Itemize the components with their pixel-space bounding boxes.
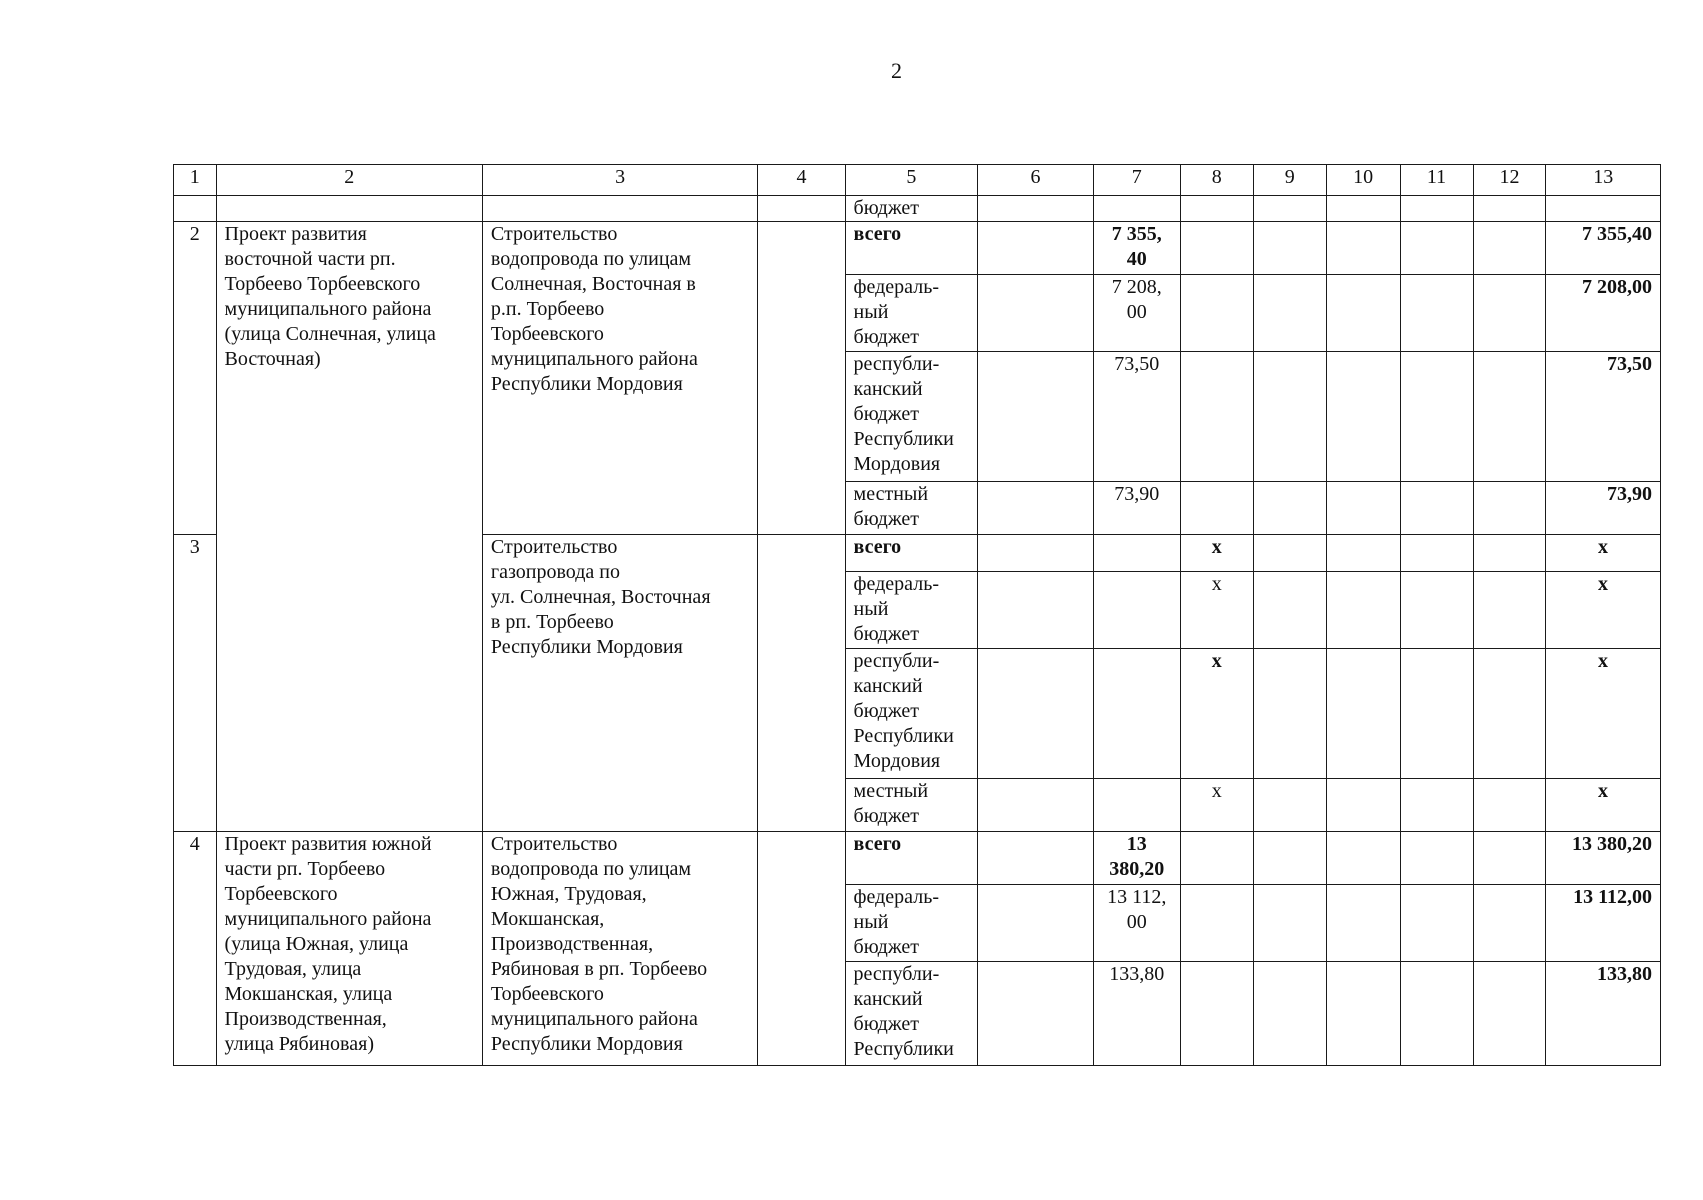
table-cell xyxy=(978,572,1093,649)
table-cell xyxy=(978,962,1093,1066)
table-cell xyxy=(978,535,1093,572)
table-cell xyxy=(1253,885,1326,962)
table-cell xyxy=(758,222,845,535)
table-cell xyxy=(978,482,1093,535)
table-cell xyxy=(1326,352,1400,482)
header-cell: 1 xyxy=(174,165,217,196)
table-cell xyxy=(1400,832,1473,885)
amount-col7: 7 355, 40 xyxy=(1093,222,1180,275)
row-number: 4 xyxy=(174,832,217,1066)
table-cell xyxy=(1180,196,1253,222)
table-cell xyxy=(1473,885,1546,962)
table-cell xyxy=(482,196,758,222)
table-cell xyxy=(978,832,1093,885)
funding-source: бюджет xyxy=(845,196,978,222)
table-cell xyxy=(1400,275,1473,352)
table-cell xyxy=(1400,649,1473,779)
amount-total: х xyxy=(1546,572,1661,649)
amount-col7: 73,90 xyxy=(1093,482,1180,535)
table-cell xyxy=(1253,779,1326,832)
table-cell xyxy=(1093,572,1180,649)
header-cell: 9 xyxy=(1253,165,1326,196)
amount-col8: х xyxy=(1180,535,1253,572)
table-cell xyxy=(1326,962,1400,1066)
amount-col7: 13 112, 00 xyxy=(1093,885,1180,962)
object-name: Строительство водопровода по улицам Южная, Трудовая, Мокшанская, Производственная, Рябиновая в рп. Торбеево Торбеевского муниципального района Республики Мордовия xyxy=(482,832,758,1066)
table-cell xyxy=(1253,352,1326,482)
header-cell: 5 xyxy=(845,165,978,196)
header-cell: 4 xyxy=(758,165,845,196)
table-cell xyxy=(1473,962,1546,1066)
table-cell xyxy=(1326,832,1400,885)
funding-source: федераль- ный бюджет xyxy=(845,885,978,962)
table-cell xyxy=(1326,482,1400,535)
table-cell xyxy=(1473,352,1546,482)
table-cell xyxy=(1326,196,1400,222)
table-cell xyxy=(1093,779,1180,832)
table-cell xyxy=(1473,222,1546,275)
table-row xyxy=(174,832,1661,885)
table-cell xyxy=(978,352,1093,482)
table-cell xyxy=(1473,482,1546,535)
table-cell xyxy=(1400,352,1473,482)
header-cell: 7 xyxy=(1093,165,1180,196)
funding-source: федераль- ный бюджет xyxy=(845,275,978,352)
table-cell xyxy=(1253,482,1326,535)
amount-total: х xyxy=(1546,535,1661,572)
amount-col8: х xyxy=(1180,649,1253,779)
table-cell xyxy=(1473,275,1546,352)
project-name: Проект развития восточной части рп. Торбеево Торбеевского муниципального района (улица Солнечная, улица Восточная) xyxy=(216,222,482,832)
continuation-row xyxy=(174,196,1661,222)
funding-source: всего xyxy=(845,535,978,572)
table-cell xyxy=(1473,572,1546,649)
table-cell xyxy=(1400,885,1473,962)
project-name: Проект развития южной части рп. Торбеево Торбеевского муниципального района (улица Южная, улица Трудовая, улица Мокшанская, улица Производственная, улица Рябиновая) xyxy=(216,832,482,1066)
amount-total: 73,50 xyxy=(1546,352,1661,482)
header-cell: 13 xyxy=(1546,165,1661,196)
table-cell xyxy=(1326,275,1400,352)
table-cell xyxy=(1400,572,1473,649)
table-cell xyxy=(1326,222,1400,275)
table-row xyxy=(174,222,1661,275)
amount-col7: 73,50 xyxy=(1093,352,1180,482)
amount-total: 7 208,00 xyxy=(1546,275,1661,352)
table-cell xyxy=(1326,649,1400,779)
table-cell xyxy=(1093,535,1180,572)
table-cell xyxy=(1400,196,1473,222)
table-cell xyxy=(978,885,1093,962)
header-cell: 12 xyxy=(1473,165,1546,196)
amount-total: 13 380,20 xyxy=(1546,832,1661,885)
funding-source: республи- канский бюджет Республики xyxy=(845,962,978,1066)
table-cell xyxy=(1253,535,1326,572)
table-cell xyxy=(758,832,845,1066)
table-cell xyxy=(1180,275,1253,352)
funding-source: местный бюджет xyxy=(845,482,978,535)
table-cell xyxy=(1180,885,1253,962)
table-cell xyxy=(1253,649,1326,779)
header-cell: 3 xyxy=(482,165,758,196)
table-cell xyxy=(1400,962,1473,1066)
table-cell xyxy=(1546,196,1661,222)
table-cell xyxy=(1180,482,1253,535)
table-cell xyxy=(1253,962,1326,1066)
funding-source: местный бюджет xyxy=(845,779,978,832)
table-cell xyxy=(1253,196,1326,222)
table-cell xyxy=(1326,779,1400,832)
funding-source: всего xyxy=(845,832,978,885)
row-number: 3 xyxy=(174,535,217,832)
table-cell xyxy=(1473,832,1546,885)
table-cell xyxy=(758,535,845,832)
table-cell xyxy=(1253,572,1326,649)
object-name: Строительство газопровода по ул. Солнечная, Восточная в рп. Торбеево Республики Мордовия xyxy=(482,535,758,832)
table-cell xyxy=(1326,885,1400,962)
table-cell xyxy=(1253,222,1326,275)
amount-total: х xyxy=(1546,649,1661,779)
amount-col8: х xyxy=(1180,572,1253,649)
header-cell: 8 xyxy=(1180,165,1253,196)
object-name: Строительство водопровода по улицам Солнечная, Восточная в р.п. Торбеево Торбеевского муниципального района Республики Мордовия xyxy=(482,222,758,535)
table-cell xyxy=(1473,535,1546,572)
table-cell xyxy=(1473,649,1546,779)
table-cell xyxy=(1400,482,1473,535)
table-cell xyxy=(978,222,1093,275)
table-cell xyxy=(216,196,482,222)
header-cell: 2 xyxy=(216,165,482,196)
funding-source: республи- канский бюджет Республики Мордовия xyxy=(845,649,978,779)
budget-table xyxy=(173,164,1661,1066)
amount-col7: 13 380,20 xyxy=(1093,832,1180,885)
table-cell xyxy=(978,196,1093,222)
table-cell xyxy=(1093,196,1180,222)
page-number: 2 xyxy=(891,58,902,83)
amount-total: х xyxy=(1546,779,1661,832)
table-cell xyxy=(1473,196,1546,222)
funding-source: всего xyxy=(845,222,978,275)
amount-col7: 133,80 xyxy=(1093,962,1180,1066)
funding-source: федераль- ный бюджет xyxy=(845,572,978,649)
amount-col7: 7 208, 00 xyxy=(1093,275,1180,352)
table-cell xyxy=(1400,535,1473,572)
table-cell xyxy=(978,275,1093,352)
table-cell xyxy=(978,779,1093,832)
table-cell xyxy=(1473,779,1546,832)
amount-total: 13 112,00 xyxy=(1546,885,1661,962)
table-cell xyxy=(1400,222,1473,275)
amount-total: 73,90 xyxy=(1546,482,1661,535)
row-number: 2 xyxy=(174,222,217,535)
table-cell xyxy=(174,196,217,222)
table-cell xyxy=(1180,352,1253,482)
header-cell: 11 xyxy=(1400,165,1473,196)
table-cell xyxy=(1253,832,1326,885)
amount-total: 133,80 xyxy=(1546,962,1661,1066)
table-cell xyxy=(1400,779,1473,832)
table-cell xyxy=(1180,222,1253,275)
table-cell xyxy=(758,196,845,222)
amount-total: 7 355,40 xyxy=(1546,222,1661,275)
table-cell xyxy=(1093,649,1180,779)
table-cell xyxy=(978,649,1093,779)
header-row xyxy=(174,165,1661,196)
table-cell xyxy=(1326,535,1400,572)
table-cell xyxy=(1326,572,1400,649)
amount-col8: х xyxy=(1180,779,1253,832)
header-cell: 10 xyxy=(1326,165,1400,196)
table-cell xyxy=(1180,962,1253,1066)
table-cell xyxy=(1253,275,1326,352)
funding-source: республи- канский бюджет Республики Мордовия xyxy=(845,352,978,482)
table-cell xyxy=(1180,832,1253,885)
header-cell: 6 xyxy=(978,165,1093,196)
